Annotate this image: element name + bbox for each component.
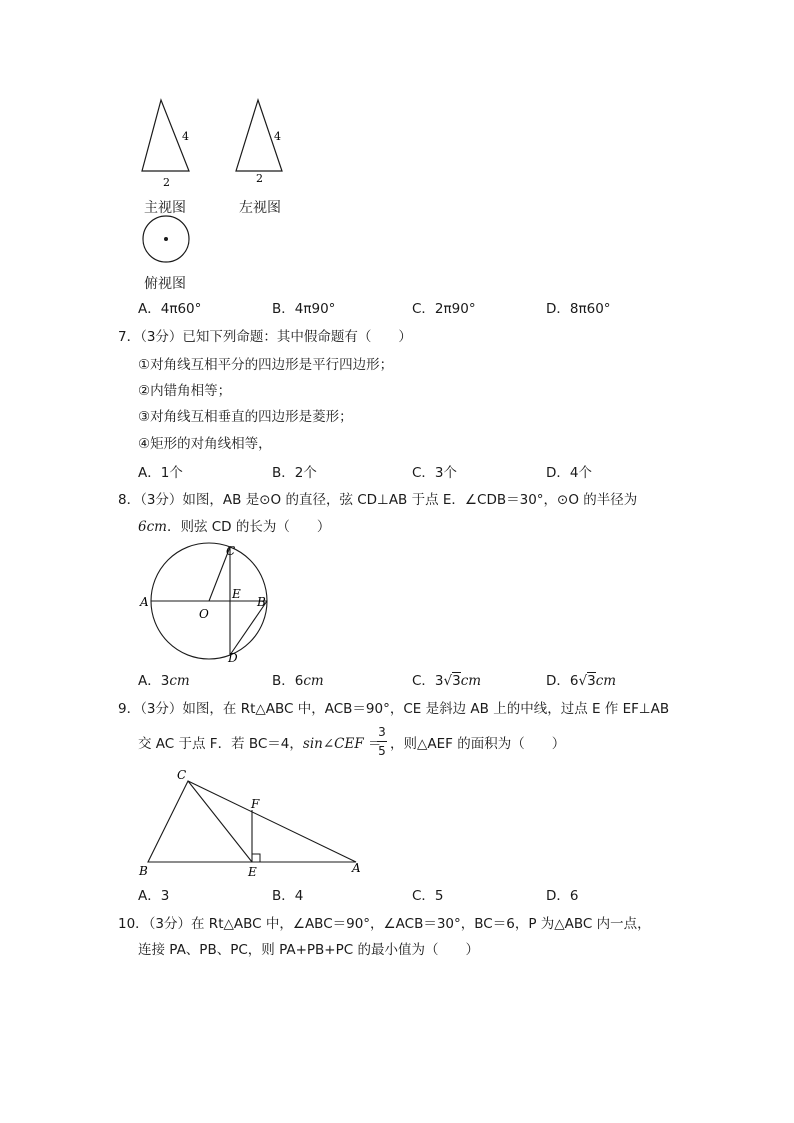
q8-segment-db [230,601,267,655]
top-view-caption: 俯视图 [144,276,186,292]
q9-label-b: B [139,864,148,878]
q7-option-d: D．4个 [546,465,592,481]
q9-label-f: F [251,797,260,811]
front-view-base-label: 2 [163,176,170,189]
q6-option-c: C．2π90° [412,301,476,317]
q8-label-c: C [226,544,236,558]
q10-stem-line2: 连接 PA、PB、PC，则 PA+PB+PC 的最小值为（ ） [138,942,479,958]
q9-fraction-denominator: 5 [378,744,386,758]
q9-equals: ＝ [368,736,382,752]
q8-option-a [138,671,190,691]
q8-option-a-value: A．3 [138,673,170,689]
q8-option-b-unit: cm [303,673,324,689]
front-view-figure [138,98,198,190]
q8-circle-figure [138,542,278,672]
q9-label-c: C [177,768,187,782]
q8-option-c [412,671,481,691]
q7-option-c: C．3个 [412,465,458,481]
q8-option-b-value: B．6 [272,673,304,689]
sqrt-icon: √ [578,673,588,689]
q10-stem-line1: 10．（3分）在 Rt△ABC 中，∠ABC＝90°，∠ACB＝30°，BC＝6，P 为△ABC 内一点， [118,916,651,932]
q7-option-a: A．1个 [138,465,183,481]
q8-label-e: E [232,587,241,601]
q8-option-d-value: D．6 [546,673,579,689]
q6-option-d: D．8π60° [546,301,611,317]
sqrt-icon: √ [443,673,453,689]
q7-statement-4: ④矩形的对角线相等， [138,436,272,452]
q8-radius-value: 6cm [138,519,167,535]
q7-option-b: B．2个 [272,465,317,481]
left-view-figure [232,98,292,190]
front-view-caption: 主视图 [144,200,186,216]
q8-label-o: O [199,607,209,621]
q9-stem-line2-text: 交 AC 于点 F．若 BC＝4， [138,736,303,752]
q9-option-b: B．4 [272,888,304,904]
q9-median-ce [188,781,252,862]
q9-fraction-bar [377,741,387,742]
q7-statement-2: ②内错角相等； [138,383,232,399]
q9-option-a: A．3 [138,888,170,904]
left-view-side-label: 4 [274,130,281,143]
q7-stem: 7．（3分）已知下列命题：其中假命题有（ ） [118,329,412,345]
q7-statement-1: ①对角线互相平分的四边形是平行四边形； [138,357,394,373]
q9-right-angle-mark [252,854,260,862]
q7-statement-3: ③对角线互相垂直的四边形是菱形； [138,409,353,425]
q8-label-d: D [228,651,238,665]
top-view-figure [142,215,192,265]
q8-option-a-unit: cm [169,673,190,689]
q8-stem-line2-rest: ．则弦 CD 的长为（ ） [166,519,331,535]
q6-option-b: B．4π90° [272,301,336,317]
q8-option-c-value: C．3 [412,673,444,689]
q8-stem-line2 [138,517,330,537]
top-view-center-dot [164,237,168,241]
q9-option-d: D．6 [546,888,579,904]
q8-option-d-unit: cm [595,673,617,689]
q9-triangle-figure [136,765,376,880]
q8-option-c-unit: cm [460,673,482,689]
q8-label-b: B [257,595,266,609]
q9-fraction-numerator: 3 [378,725,386,739]
front-view-side-label: 4 [182,130,189,143]
q9-stem-line2b: ，则△AEF 的面积为（ ） [390,736,566,752]
left-view-base-label: 2 [256,172,263,185]
q9-stem-line2a [138,734,382,754]
q8-option-c-radicand: 3 [452,673,461,689]
q9-stem-line1: 9．（3分）如图，在 Rt△ABC 中，ACB＝90°，CE 是斜边 AB 上的中线，过点 E 作 EF⊥AB [118,701,670,717]
q9-sin-expression: sin∠CEF [302,736,364,752]
q6-option-a: A．4π60° [138,301,202,317]
left-view-caption: 左视图 [239,200,281,216]
q8-label-a: A [140,595,149,609]
q9-label-a: A [352,861,361,875]
q8-option-d-radicand: 3 [587,673,596,689]
q9-option-c: C．5 [412,888,444,904]
q8-option-d [546,671,616,691]
q9-label-e: E [248,865,257,879]
q8-option-b [272,671,324,691]
q8-stem-line1: 8．（3分）如图，AB 是⊙O 的直径，弦 CD⊥AB 于点 E．∠CDB＝30°，⊙O 的半径为 [118,492,638,508]
